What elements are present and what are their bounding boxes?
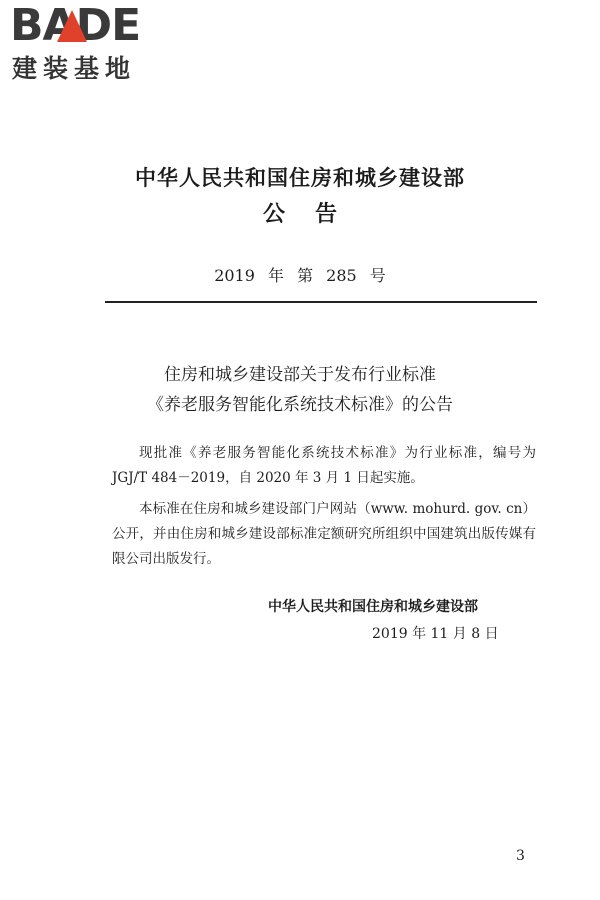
- body-paragraph-1: [112, 441, 536, 491]
- notice-title-line-1: 住房和城乡建设部关于发布行业标准: [164, 365, 436, 385]
- bade-logo: [10, 2, 185, 92]
- notice-title: [0, 360, 600, 420]
- logo-subtitle: 建装基地: [12, 54, 137, 83]
- header-divider: [105, 301, 537, 303]
- logo-triangle-icon: [57, 10, 87, 42]
- signature-date: 2019 年 11 月 8 日: [372, 626, 499, 642]
- signature-organization: 中华人民共和国住房和城乡建设部: [268, 599, 478, 615]
- logo-wordmark: BADE: [10, 0, 141, 51]
- notice-heading: 公告: [262, 201, 367, 227]
- body-paragraph-2-text: 本标准在住房和城乡建设部门户网站（www. mohurd. gov. cn）公开，并由住房和城乡建设部标准定额研究所组织中国建筑出版传媒有限公司出版发行。: [112, 501, 536, 567]
- body-paragraph-1-text: 现批准《养老服务智能化系统技术标准》为行业标准，编号为 JGJ/T 484－2019，自 2020 年 3 月 1 日起实施。: [112, 445, 536, 486]
- page-number: 3: [516, 848, 525, 864]
- notice-title-line-2: 《养老服务智能化系统技术标准》的公告: [147, 395, 453, 415]
- document-number: 2019 年 第 285 号: [214, 266, 386, 285]
- body-paragraph-2: [112, 497, 536, 572]
- issuer-heading: 中华人民共和国住房和城乡建设部: [135, 165, 465, 190]
